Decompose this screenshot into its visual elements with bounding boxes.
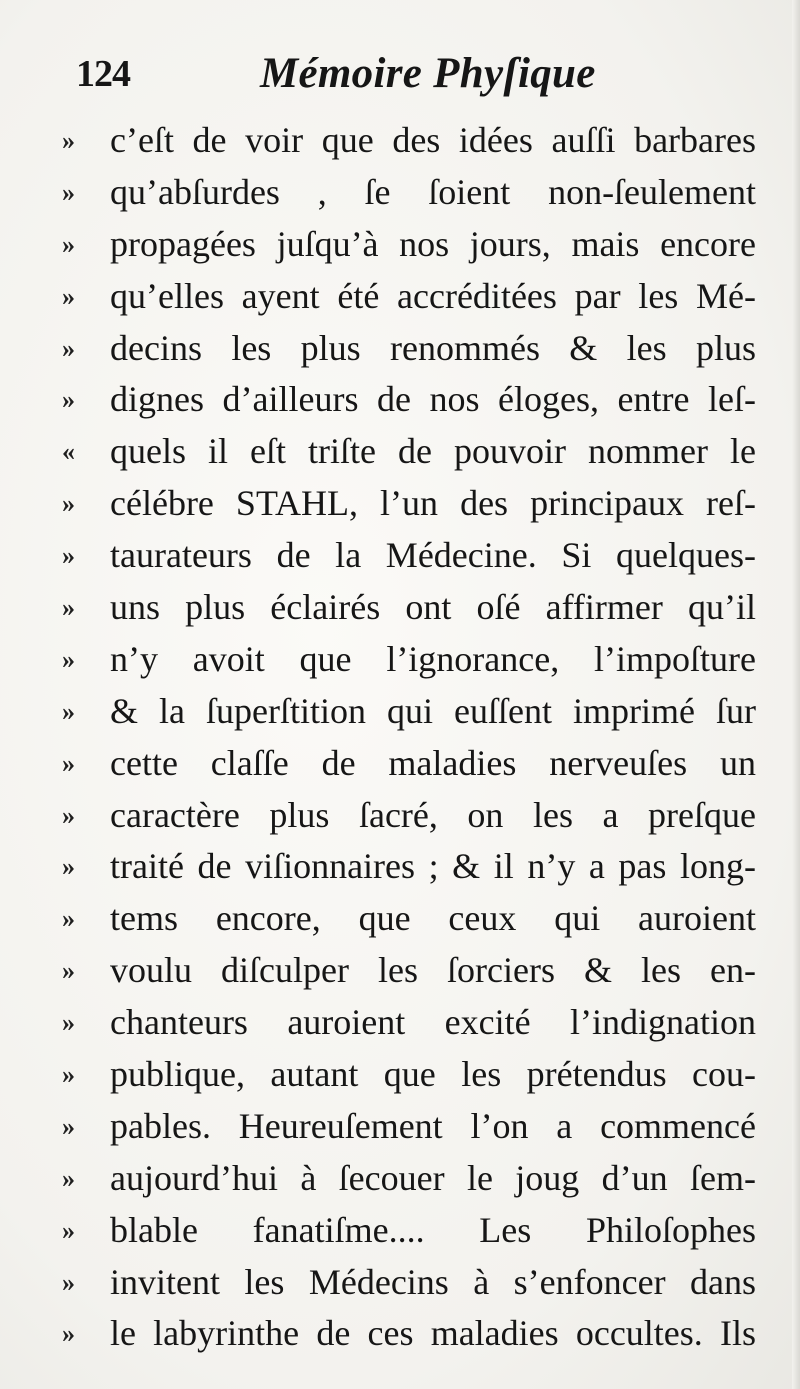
page-edge-shadow: [792, 0, 800, 1389]
quote-mark: »: [62, 644, 75, 674]
text-line: [62, 582, 762, 634]
quote-mark: »: [62, 1008, 75, 1038]
line-text: traité de viſionnaires ; & il n’y a pas long-: [110, 846, 756, 887]
text-line: [62, 478, 762, 530]
line-text: n’y avoit que l’ignorance, l’impoſture: [110, 638, 756, 679]
quote-mark: »: [62, 1111, 75, 1141]
line-text: caractère plus ſacré, on les a preſque: [110, 794, 756, 835]
line-text: c’eſt de voir que des idées auſſi barbares: [110, 120, 756, 160]
text-line: [62, 374, 762, 426]
text-line: [62, 893, 762, 945]
quote-mark: »: [62, 177, 75, 207]
text-line: [62, 219, 762, 271]
line-text: uns plus éclairés ont oſé affirmer qu’il: [110, 587, 756, 628]
body-text: [62, 115, 762, 1360]
quote-mark: »: [62, 229, 75, 259]
text-line: [62, 1049, 762, 1101]
quote-mark: »: [62, 1163, 75, 1193]
quote-mark: »: [62, 1319, 75, 1349]
line-text: taurateurs de la Médecine. Si quelques-: [110, 535, 756, 576]
running-title: Mémoire Phyſique: [260, 50, 596, 97]
quote-mark: »: [62, 333, 75, 363]
text-line: [62, 738, 762, 790]
quote-mark: »: [62, 748, 75, 778]
quote-mark: »: [62, 852, 75, 882]
text-line: [62, 1257, 762, 1309]
line-text: tems encore, que ceux qui auroient: [110, 898, 756, 939]
text-line: [62, 686, 762, 738]
text-line: [62, 790, 762, 842]
text-line: [62, 1101, 762, 1153]
text-line: [62, 426, 762, 478]
text-line: [62, 945, 762, 997]
line-text: & la ſuperſtition qui euſſent imprimé ſur: [110, 690, 756, 731]
text-line: [62, 115, 762, 167]
line-text: propagées juſqu’à nos jours, mais encore: [110, 223, 756, 264]
line-text: publique, autant que les prétendus cou-: [110, 1054, 756, 1095]
line-text: pables. Heureuſement l’on a commencé: [110, 1105, 756, 1146]
line-text: blable fanatiſme.... Les Philoſophes: [110, 1209, 756, 1250]
line-text: le labyrinthe de ces maladies occultes. Ils: [110, 1313, 756, 1354]
quote-mark: »: [62, 385, 75, 415]
text-line: [62, 271, 762, 323]
quote-mark: »: [62, 696, 75, 726]
quote-mark: »: [62, 1215, 75, 1245]
text-line: [62, 1308, 762, 1360]
line-text: aujourd’hui à ſecouer le joug d’un ſem-: [110, 1157, 756, 1198]
quote-mark: »: [62, 956, 75, 986]
line-text: qu’abſurdes , ſe ſoient non-ſeulement: [110, 171, 756, 212]
page-header: [76, 44, 776, 104]
text-line: [62, 841, 762, 893]
quote-mark: «: [62, 437, 75, 467]
quote-mark: »: [62, 281, 75, 311]
quote-mark: »: [62, 1267, 75, 1297]
line-text: qu’elles ayent été accréditées par les Mé-: [110, 275, 756, 316]
page-number: 124: [76, 53, 130, 95]
line-text: decins les plus renommés & les plus: [110, 327, 756, 368]
line-text: invitent les Médecins à s’enfoncer dans: [110, 1261, 756, 1302]
line-text: célébre STAHL, l’un des principaux reſ-: [110, 483, 756, 524]
text-line: [62, 1153, 762, 1205]
quote-mark: »: [62, 1060, 75, 1090]
text-line: [62, 634, 762, 686]
text-line: [62, 530, 762, 582]
quote-mark: »: [62, 593, 75, 623]
quote-mark: »: [62, 800, 75, 830]
text-line: [62, 323, 762, 375]
text-line: [62, 997, 762, 1049]
line-text: cette claſſe de maladies nerveuſes un: [110, 742, 756, 783]
quote-mark: »: [62, 541, 75, 571]
line-text: chanteurs auroient excité l’indignation: [110, 1002, 756, 1043]
line-text: dignes d’ailleurs de nos éloges, entre leſ-: [110, 379, 756, 420]
quote-mark: »: [62, 126, 75, 155]
quote-mark: »: [62, 489, 75, 519]
line-text: quels il eſt triſte de pouvoir nommer le: [110, 431, 756, 472]
line-text: voulu diſculper les ſorciers & les en-: [110, 950, 756, 991]
quote-mark: »: [62, 904, 75, 934]
text-line: [62, 167, 762, 219]
text-line: [62, 1205, 762, 1257]
